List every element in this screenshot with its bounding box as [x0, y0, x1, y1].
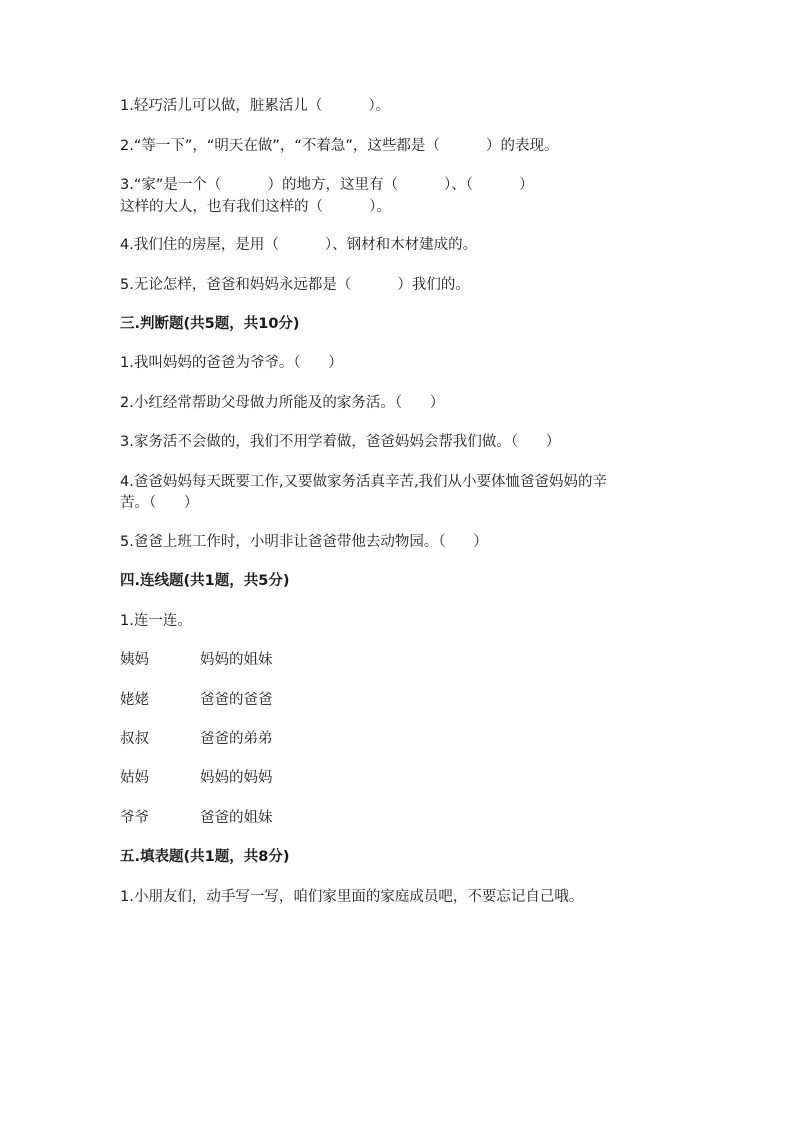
section-table-title: 五.填表题(共1题，共8分): [120, 849, 290, 865]
table-prompt: 1.小朋友们，动手写一写，咱们家里面的家庭成员吧，不要忘记自己哦。: [120, 889, 584, 905]
judge-question-4-line-2: 苦。（ ）: [120, 495, 199, 511]
judge-question-5: 5.爸爸上班工作时，小明非让爸爸带他去动物园。（ ）: [120, 534, 488, 550]
match-left-5[interactable]: 爷爷: [120, 810, 149, 826]
fill-question-5: 5.无论怎样，爸爸和妈妈永远都是（ ）我们的。: [120, 277, 470, 293]
fill-question-4: 4.我们住的房屋，是用（ ）、钢材和木材建成的。: [120, 237, 478, 253]
match-prompt: 1.连一连。: [120, 613, 192, 629]
section-judge-title: 三.判断题(共5题，共10分): [120, 316, 300, 332]
match-right-3[interactable]: 爸爸的弟弟: [200, 731, 273, 747]
judge-question-4-line-1: 4.爸爸妈妈每天既要工作,又要做家务活真辛苦,我们从小要体恤爸爸妈妈的辛: [120, 474, 608, 490]
judge-question-2: 2.小红经常帮助父母做力所能及的家务活。（ ）: [120, 395, 445, 411]
match-right-1[interactable]: 妈妈的姐妹: [200, 652, 273, 668]
fill-question-2: 2.“等一下”，“明天在做”，“不着急”，这些都是（ ）的表现。: [120, 138, 559, 154]
judge-question-3: 3.家务活不会做的，我们不用学着做，爸爸妈妈会帮我们做。（ ）: [120, 434, 561, 450]
fill-question-1: 1.轻巧活儿可以做，脏累活儿（ ）。: [120, 98, 391, 114]
match-right-4[interactable]: 妈妈的妈妈: [200, 770, 273, 786]
match-left-2[interactable]: 姥姥: [120, 692, 149, 708]
match-left-3[interactable]: 叔叔: [120, 731, 149, 747]
fill-question-3-line-2: 这样的大人，也有我们这样的（ ）。: [120, 199, 391, 215]
match-left-4[interactable]: 姑妈: [120, 770, 149, 786]
judge-question-1: 1.我叫妈妈的爸爸为爷爷。（ ）: [120, 355, 343, 371]
match-right-5[interactable]: 爸爸的姐妹: [200, 810, 273, 826]
match-right-2[interactable]: 爸爸的爸爸: [200, 692, 273, 708]
match-left-1[interactable]: 姨妈: [120, 652, 149, 668]
section-match-title: 四.连线题(共1题，共5分): [120, 573, 290, 589]
fill-question-3-line-1: 3.“家”是一个（ ）的地方，这里有（ ）、（ ）: [120, 177, 534, 193]
